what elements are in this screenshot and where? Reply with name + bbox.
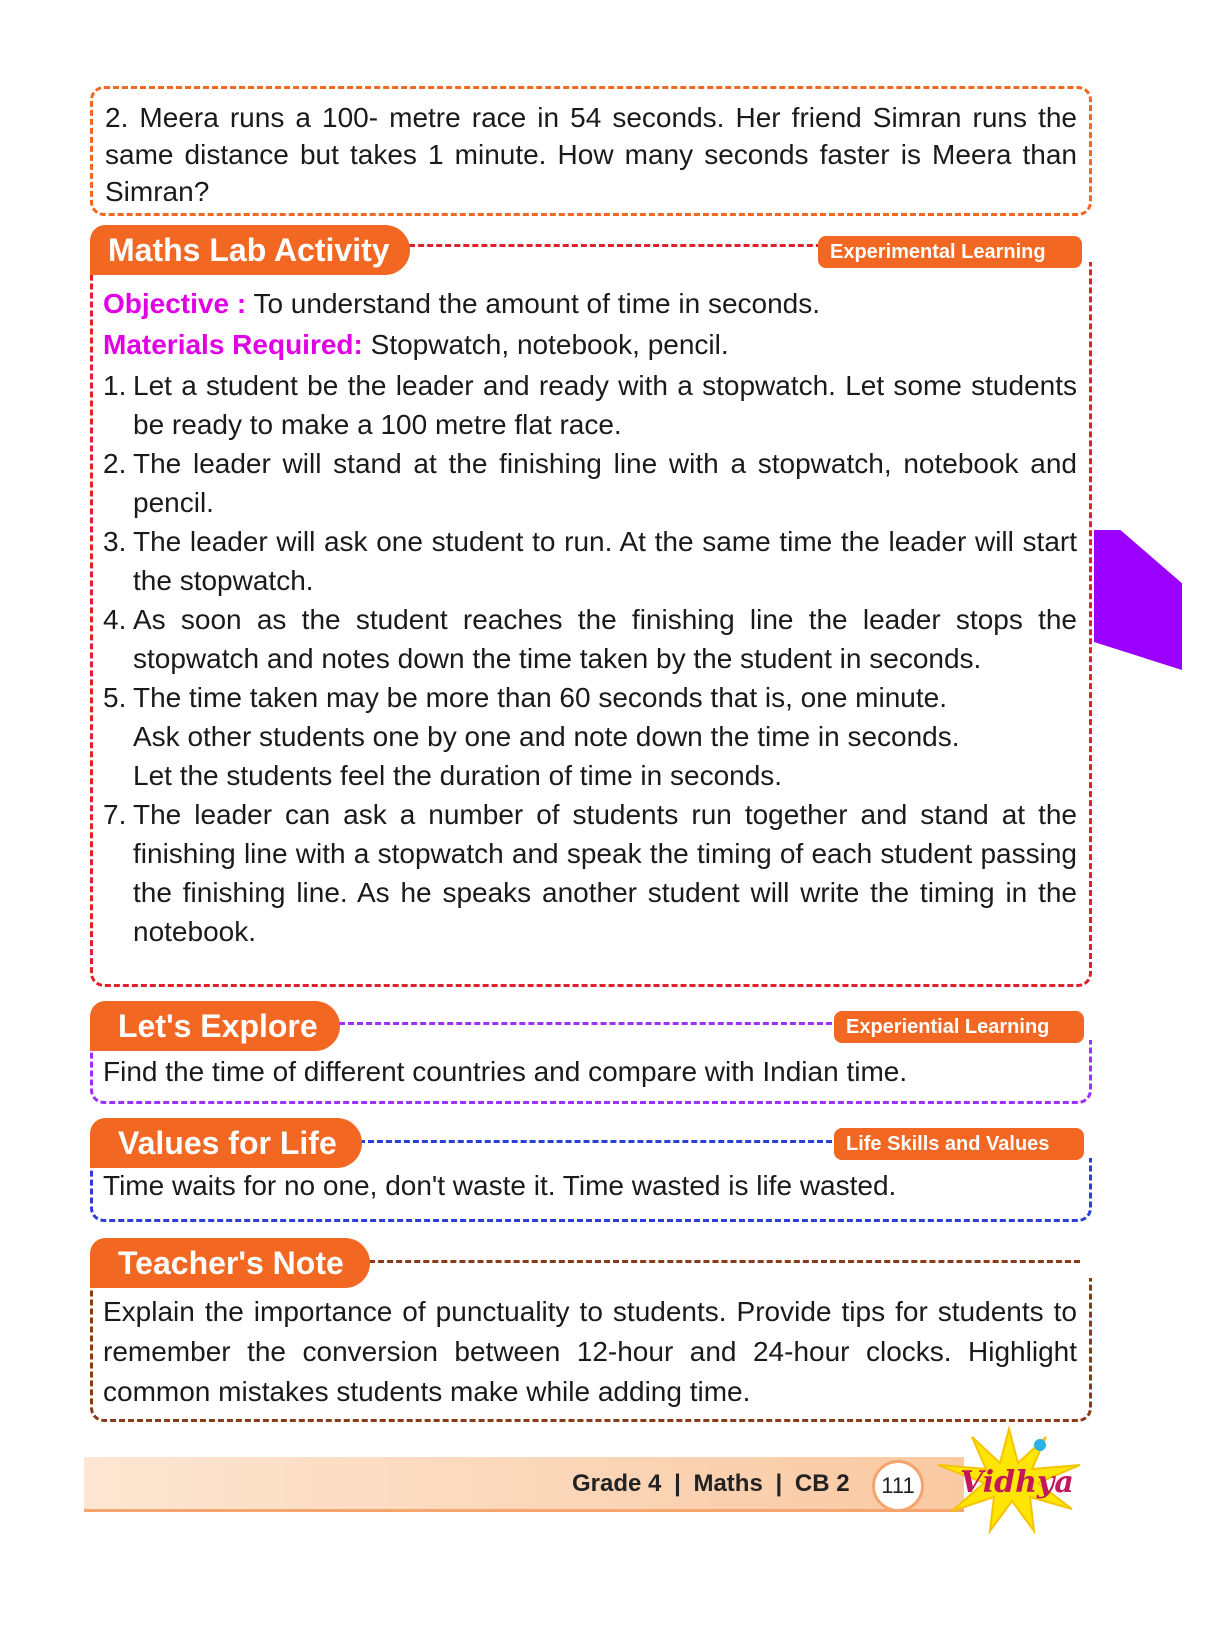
teacher-title: Teacher's Note	[90, 1238, 370, 1288]
step-text: The leader will ask one student to run. At the same time the leader will start the stopwatch.	[133, 526, 1077, 596]
materials-text: Stopwatch, notebook, pencil.	[362, 329, 729, 360]
step-text: As soon as the student reaches the finishing line the leader stops the stopwatch and notes down the time taken by the student in seconds.	[133, 604, 1077, 674]
materials-label: Materials Required:	[103, 329, 363, 360]
footer-book: CB 2	[794, 1470, 850, 1497]
step-number: 4.	[103, 604, 127, 635]
step-text: The leader will stand at the finishing line with a stopwatch, notebook and pencil.	[133, 448, 1077, 518]
lab-step	[103, 600, 1077, 678]
objective-label: Objective :	[103, 288, 247, 319]
footer-separator: |	[775, 1470, 783, 1497]
footer-separator: |	[674, 1470, 681, 1497]
lab-extra-line: Let the students feel the duration of time in seconds.	[133, 760, 783, 791]
step-number: 3.	[103, 526, 127, 557]
lab-extra-line: Ask other students one by one and note down the time in seconds.	[133, 721, 960, 752]
question-box	[90, 86, 1092, 216]
logo-text: Vidhya	[960, 1465, 1074, 1500]
step-text: Let a student be the leader and ready with a stopwatch. Let some students be ready to make a 100 metre flat race.	[133, 370, 1077, 440]
page-number: 111	[881, 1473, 915, 1498]
step-number: 5.	[103, 682, 127, 713]
values-badge: Life Skills and Values	[834, 1128, 1084, 1160]
side-tab	[1094, 530, 1182, 670]
lab-step	[103, 444, 1077, 522]
teacher-box	[90, 1278, 1092, 1422]
teacher-text: Explain the importance of punctuality to students. Provide tips for students to remember the conversion between 12-hour and 24-hour clocks. Highlight common mistakes students make while adding time.	[103, 1296, 1077, 1407]
explore-header-line	[330, 1022, 850, 1025]
explore-title: Let's Explore	[90, 1001, 340, 1051]
step-number: 7.	[103, 799, 127, 830]
lab-step	[103, 522, 1077, 600]
lab-header-line	[400, 244, 840, 247]
lab-step	[103, 678, 1077, 717]
step-text: The leader can ask a number of students run together and stand at the finishing line with a stopwatch and speak the timing of each student passing the finishing line. As he speaks another student will write the timing in the notebook.	[133, 799, 1077, 947]
explore-badge: Experiential Learning	[834, 1011, 1084, 1043]
values-text: Time waits for no one, don't waste it. Time wasted is life wasted.	[103, 1170, 897, 1201]
lab-box	[90, 262, 1092, 987]
footer-subject: Maths	[693, 1470, 763, 1497]
question-text: 2. Meera runs a 100- metre race in 54 seconds. Her friend Simran runs the same distance but takes 1 minute. How many seconds faster is Meera than Simran?	[105, 102, 1077, 207]
lab-step	[103, 795, 1077, 951]
page-number-circle	[872, 1460, 924, 1512]
lab-objective	[103, 284, 1077, 323]
lab-badge: Experimental Learning	[818, 236, 1082, 268]
objective-text: To understand the amount of time in seconds.	[246, 288, 821, 319]
values-title: Values for Life	[90, 1118, 362, 1168]
teacher-header-line	[360, 1260, 1080, 1263]
step-number: 2.	[103, 448, 127, 479]
step-number: 1.	[103, 370, 127, 401]
values-header-line	[350, 1140, 850, 1143]
lab-title: Maths Lab Activity	[90, 225, 410, 275]
lab-materials	[103, 325, 1077, 364]
vidhya-logo	[934, 1425, 1084, 1535]
footer-label	[572, 1466, 850, 1502]
explore-text: Find the time of different countries and compare with Indian time.	[103, 1056, 908, 1087]
lab-step	[103, 366, 1077, 444]
step-text: The time taken may be more than 60 seconds that is, one minute.	[133, 682, 947, 713]
footer-grade: Grade 4	[572, 1470, 662, 1497]
